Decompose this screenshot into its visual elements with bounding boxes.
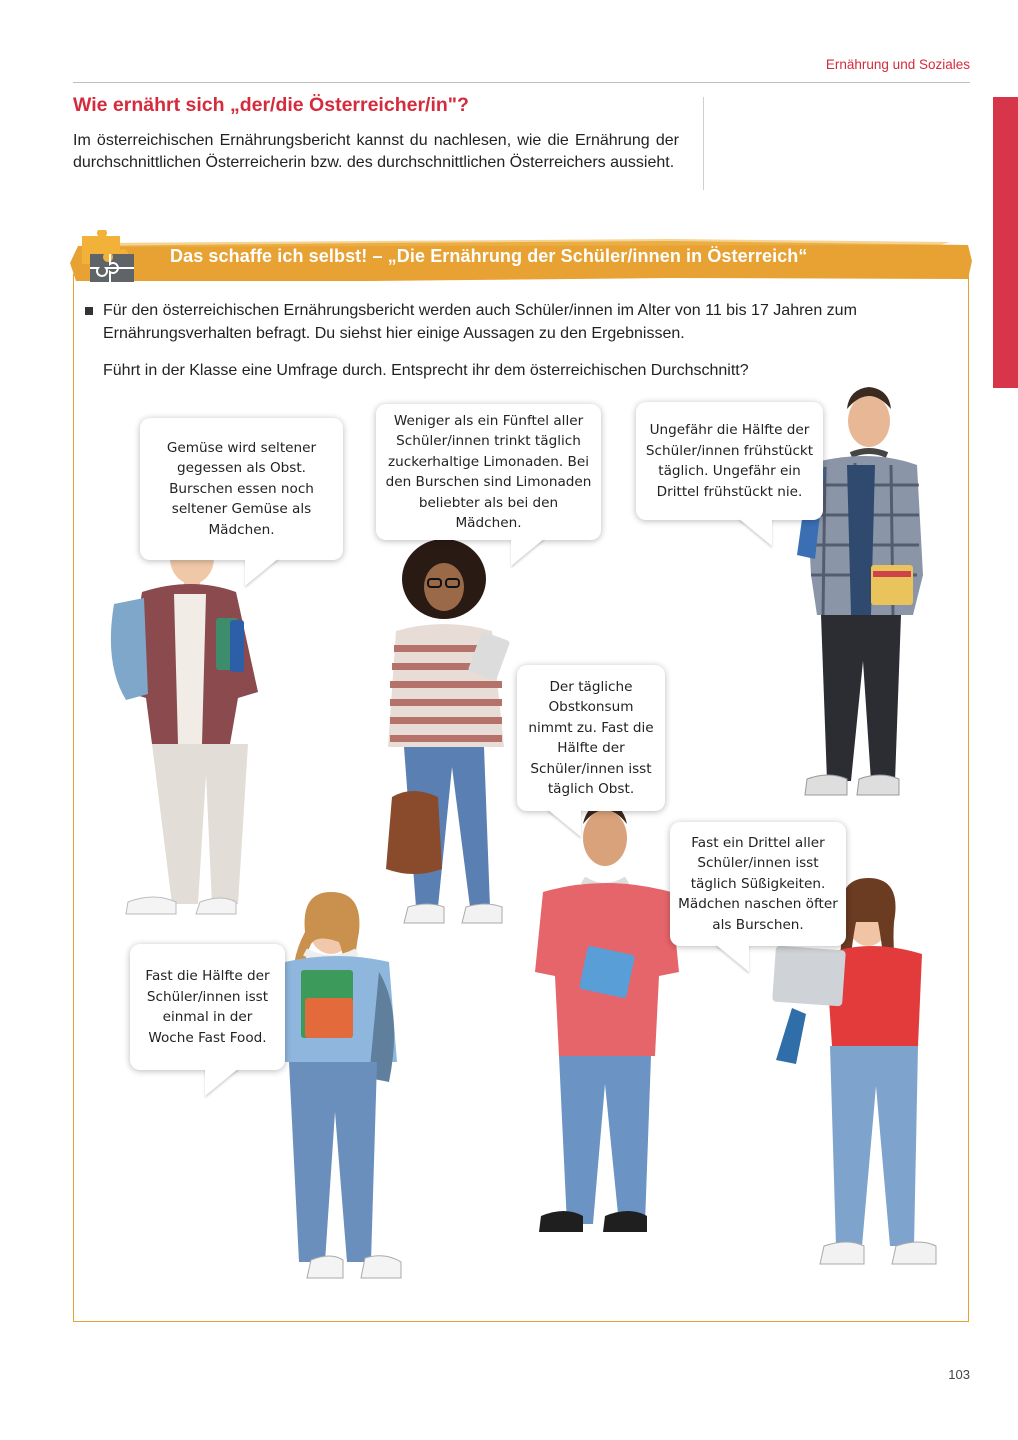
speech-bubble-breakfast: Ungefähr die Hälfte der Schüler/innen frühstückt täglich. Ungefähr ein Drittel frühstückt nie.	[636, 402, 823, 520]
task-banner-title: Das schaffe ich selbst! – „Die Ernährung der Schüler/innen in Österreich“	[170, 246, 808, 266]
speech-bubble-fast-food: Fast die Hälfte der Schüler/innen isst einmal in der Woche Fast Food.	[130, 944, 285, 1070]
column-divider	[703, 97, 704, 190]
section-intro: Im österreichischen Ernährungsbericht kannst du nachlesen, wie die Ernährung der durchschnittlichen Österreicherin bzw. des durchschnittlichen Österreichers aussieht.	[73, 132, 679, 171]
speech-bubble-sweets: Fast ein Drittel aller Schüler/innen isst täglich Süßigkeiten. Mädchen naschen öfter als Burschen.	[670, 822, 846, 946]
task-paragraph-2: Führt in der Klasse eine Umfrage durch. Entsprecht ihr dem österreichischen Durchschnitt?	[103, 362, 749, 379]
chapter-side-tab	[993, 97, 1018, 388]
page-number: 103	[948, 1367, 970, 1382]
student-boy-red-tshirt-image	[533, 800, 683, 1255]
speech-bubble-lemonades: Weniger als ein Fünftel aller Schüler/innen trinkt täglich zuckerhaltige Limonaden. Bei den Burschen sind Limonaden beliebter als bei den Mädchen.	[376, 404, 601, 540]
speech-bubble-vegetables: Gemüse wird seltener gegessen als Obst. Burschen essen noch seltener Gemüse als Mädchen.	[140, 418, 343, 560]
student-boy-glasses-image	[108, 520, 268, 922]
section-title: Wie ernährt sich „der/die Österreicher/in"?	[73, 94, 469, 116]
task-paragraph-1: Für den österreichischen Ernährungsbericht werden auch Schüler/innen im Alter von 11 bis 17 Jahren zum Ernährungsverhalten befragt. Du siehst hier einige Aussagen zu den Ergebnissen.	[103, 302, 857, 342]
bullet-marker	[85, 307, 93, 315]
student-girl-curly-hair-image	[378, 535, 528, 945]
chapter-title: Ernährung und Soziales	[825, 57, 970, 72]
puzzle-icon	[80, 230, 136, 284]
student-girl-headphones-image	[275, 892, 415, 1292]
header-divider	[73, 82, 970, 83]
speech-bubble-fruit: Der tägliche Obstkonsum nimmt zu. Fast die Hälfte der Schüler/innen isst täglich Obst.	[517, 665, 665, 811]
